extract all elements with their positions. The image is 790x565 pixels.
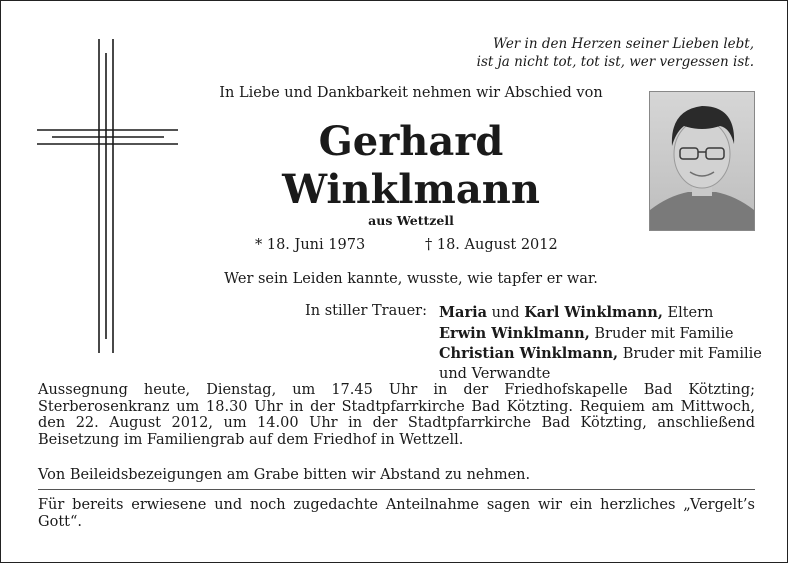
hometown: aus Wettzell [368,213,454,228]
intro-text: In Liebe und Dankbarkeit nehmen wir Abschied von [219,85,603,101]
mourning-label: In stiller Trauer: [305,303,427,319]
motto-line: ist ja nicht tot, tot ist, wer vergessen ist. [476,54,754,70]
deceased-first-name: Gerhard [318,118,504,165]
portrait-photo [649,91,755,231]
motto-line: Wer in den Herzen seiner Lieben lebt, [493,36,754,52]
motto-quote [421,35,754,71]
mourner-row: und Verwandte [439,365,551,382]
mourner-row: Christian Winklmann, Bruder mit Familie [439,345,762,362]
mourner-row: Erwin Winklmann, Bruder mit Familie [439,324,734,342]
condolence-request: Von Beileidsbezeigungen am Grabe bitten wir Abstand zu nehmen. [38,467,531,483]
thanks-text: Für bereits erwiesene und noch zugedachte Anteilnahme sagen wir ein herzliches „Vergelt’s Gott“. [38,497,755,530]
deceased-last-name: Winklmann [282,166,540,213]
verse-text: Wer sein Leiden kannte, wusste, wie tapfer er war. [224,271,598,287]
birth-date: * 18. Juni 1973 [255,237,366,253]
cross-icon [37,39,182,355]
service-details: Aussegnung heute, Dienstag, um 17.45 Uhr in der Friedhofskapelle Bad Kötzting; Sterberosenkranz um 18.30 Uhr in der Stadtpfarrkirche Bad Kötzting. Requiem am Mittwoch, den 22. August 2012, um 14.00 Uhr in der Stadtpfarrkirche Bad Kötzting, anschließend Beisetzung im Familiengrab auf dem Friedhof in Wettzell. [38,382,755,448]
divider [38,489,755,490]
mourner-row: Maria und Karl Winklmann, Eltern [439,304,714,321]
mourners-list [439,303,762,384]
death-date: † 18. August 2012 [425,237,558,253]
